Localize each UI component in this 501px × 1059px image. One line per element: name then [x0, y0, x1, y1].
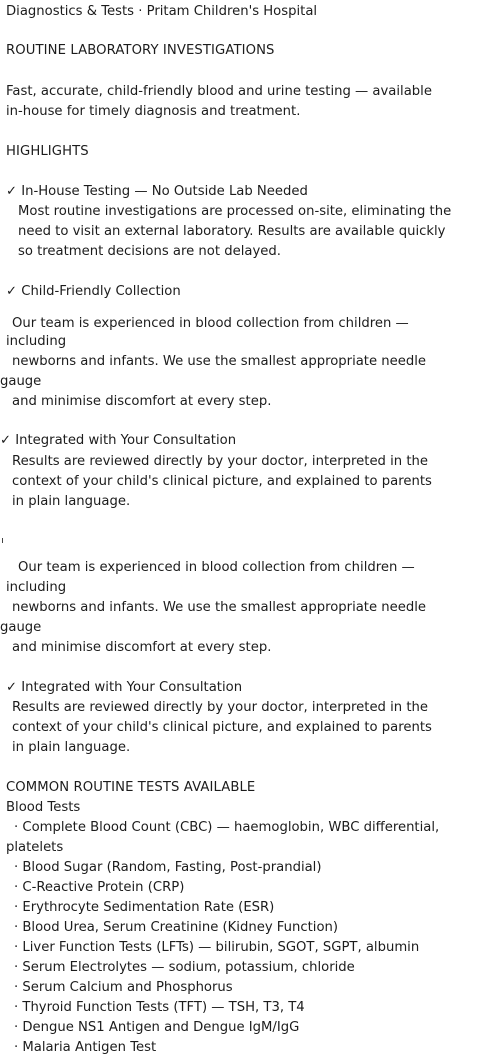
highlight-text-line: in plain language.: [12, 494, 131, 509]
tests-heading: COMMON ROUTINE TESTS AVAILABLE: [6, 780, 256, 795]
test-list-item: · C-Reactive Protein (CRP): [14, 880, 185, 895]
highlight-text-line: and minimise discomfort at every step.: [12, 394, 272, 409]
highlight-text-line: including: [6, 334, 67, 349]
highlight-text-line: gauge: [0, 374, 42, 389]
highlight-text-line: context of your child's clinical picture, and explained to parents: [12, 720, 432, 735]
test-list-item: · Blood Urea, Serum Creatinine (Kidney Function): [14, 920, 339, 935]
test-list-item: · Blood Sugar (Random, Fasting, Post-prandial): [14, 860, 322, 875]
highlight-text-line: so treatment decisions are not delayed.: [18, 244, 281, 259]
highlight-title: ✓ In-House Testing — No Outside Lab Needed: [6, 184, 308, 199]
test-list-item: · Erythrocyte Sedimentation Rate (ESR): [14, 900, 275, 915]
highlight-text-line: Our team is experienced in blood collection from children —: [18, 560, 415, 575]
highlight-text-line: newborns and infants. We use the smallest appropriate needle: [12, 354, 427, 369]
highlight-text-line: gauge: [0, 620, 42, 635]
highlight-text-line: need to visit an external laboratory. Results are available quickly: [18, 224, 446, 239]
highlight-title: ✓ Integrated with Your Consultation: [6, 680, 243, 695]
breadcrumb: Diagnostics & Tests · Pritam Children's Hospital: [6, 4, 318, 19]
blood-tests-heading: Blood Tests: [6, 800, 81, 815]
test-list-item: · Thyroid Function Tests (TFT) — TSH, T3, T4: [14, 1000, 305, 1015]
highlight-text-line: and minimise discomfort at every step.: [12, 640, 272, 655]
test-list-item: · Malaria Antigen Test: [14, 1040, 157, 1055]
highlight-text-line: Results are reviewed directly by your doctor, interpreted in the: [12, 454, 428, 469]
highlight-text-line: Most routine investigations are processed on-site, eliminating the: [18, 204, 452, 219]
highlight-text-line: context of your child's clinical picture, and explained to parents: [12, 474, 432, 489]
highlight-text-line: newborns and infants. We use the smallest appropriate needle: [12, 600, 427, 615]
highlight-title: ✓ Child-Friendly Collection: [6, 284, 181, 299]
test-list-item: platelets: [6, 840, 64, 855]
stray-mark: [2, 538, 3, 543]
highlights-heading: HIGHLIGHTS: [6, 144, 89, 159]
intro-line-1: Fast, accurate, child-friendly blood and urine testing — available: [6, 84, 432, 99]
page-title: ROUTINE LABORATORY INVESTIGATIONS: [6, 43, 275, 58]
test-list-item: · Dengue NS1 Antigen and Dengue IgM/IgG: [14, 1020, 300, 1035]
test-list-item: · Serum Electrolytes — sodium, potassium, chloride: [14, 960, 355, 975]
test-list-item: · Liver Function Tests (LFTs) — bilirubin, SGOT, SGPT, albumin: [14, 940, 420, 955]
highlight-title: ✓ Integrated with Your Consultation: [0, 433, 237, 448]
intro-line-2: in-house for timely diagnosis and treatment.: [6, 104, 301, 119]
test-list-item: · Serum Calcium and Phosphorus: [14, 980, 233, 995]
highlight-text-line: Results are reviewed directly by your doctor, interpreted in the: [12, 700, 428, 715]
highlight-text-line: Our team is experienced in blood collection from children —: [12, 316, 409, 331]
highlight-text-line: including: [6, 580, 67, 595]
test-list-item: · Complete Blood Count (CBC) — haemoglobin, WBC differential,: [14, 820, 440, 835]
highlight-text-line: in plain language.: [12, 740, 131, 755]
